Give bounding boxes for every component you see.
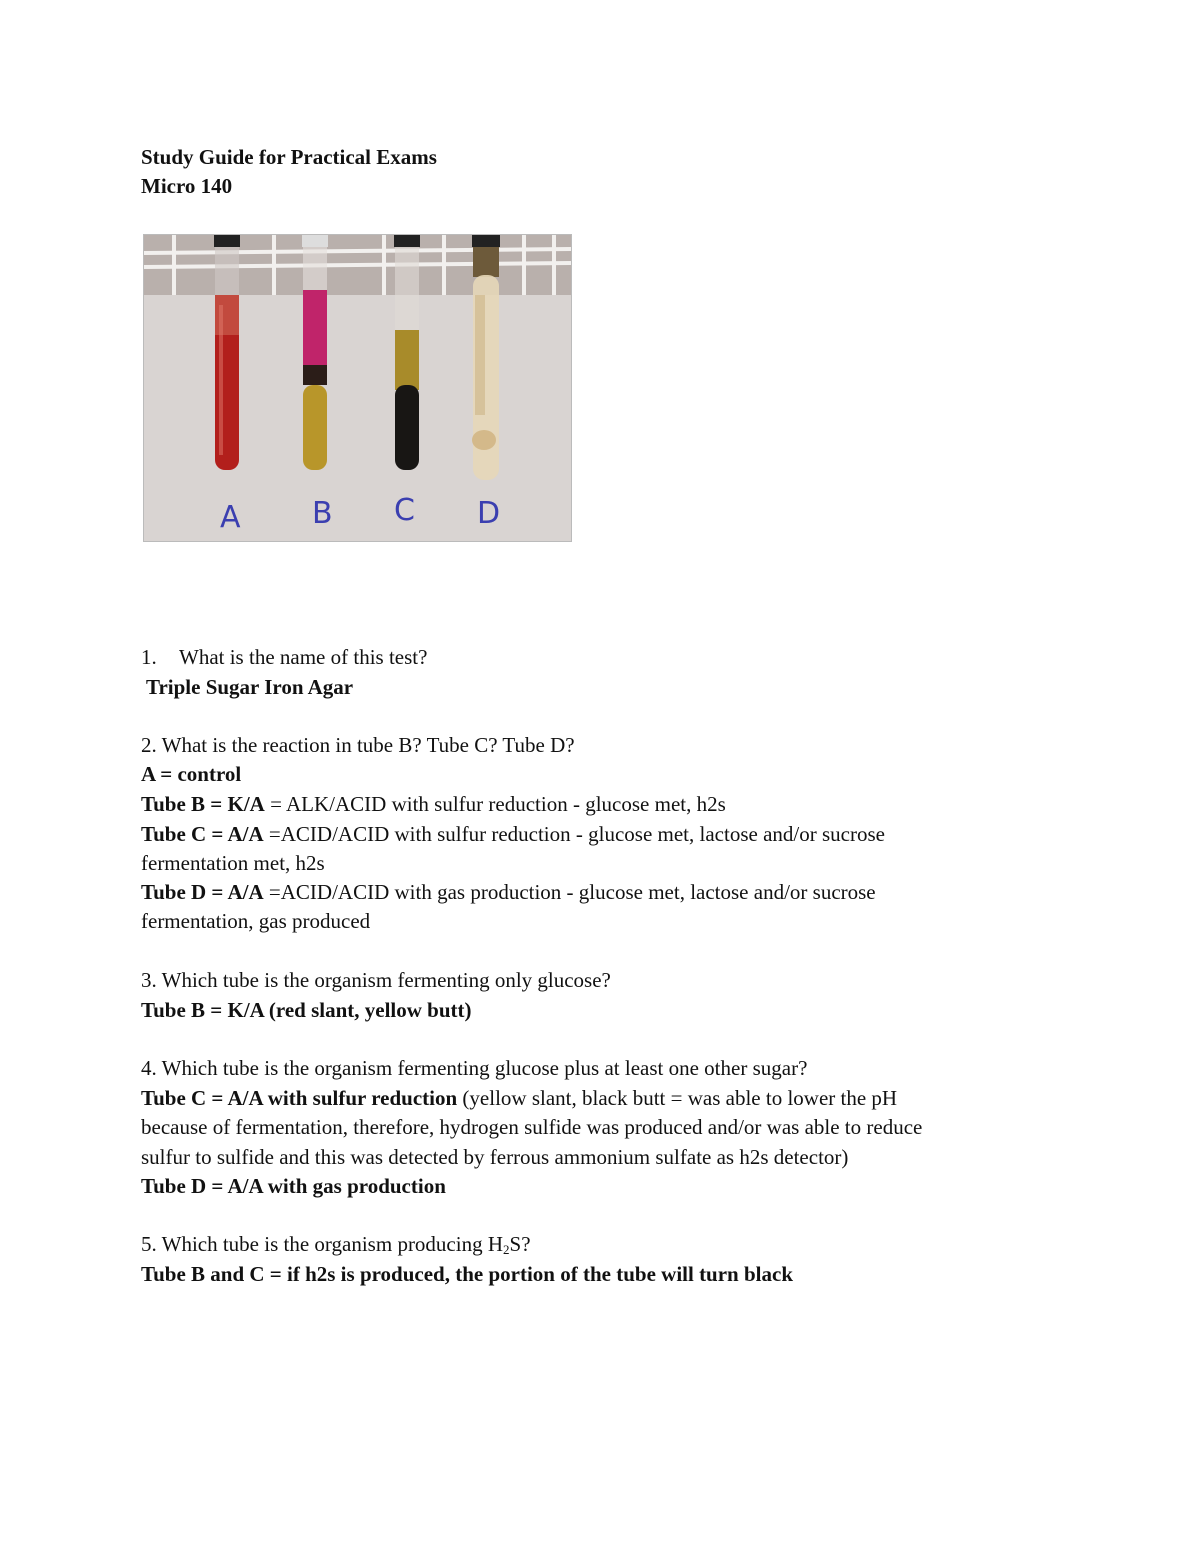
tube-label-a: A <box>220 500 241 535</box>
answer-3: Tube B = K/A (red slant, yellow butt) <box>141 998 472 1022</box>
tube-c <box>394 235 420 470</box>
question-2: 2. What is the reaction in tube B? Tube C? Tube D? <box>141 733 575 757</box>
answer-4-line-3: sulfur to sulfide and this was detected by ferrous ammonium sulfate as h2s detector) <box>141 1145 849 1169</box>
answer-1: Triple Sugar Iron Agar <box>146 675 354 699</box>
answer-2-tube-c-text: =ACID/ACID with sulfur reduction - glucose met, lactose and/or sucrose <box>263 822 885 846</box>
answer-2-tube-b-label: Tube B = K/A <box>141 792 265 816</box>
answer-4-tube-c <box>141 1086 897 1111</box>
tube-a <box>214 235 240 470</box>
tubes-illustration <box>144 235 571 541</box>
tube-label-b: B <box>312 496 333 531</box>
document-title: Study Guide for Practical Exams <box>141 145 437 169</box>
question-1-text: What is the name of this test? <box>179 645 428 669</box>
question-1 <box>141 645 427 670</box>
answer-2-tube-d-label: Tube D = A/A <box>141 880 264 904</box>
question-5-text: 5. Which tube is the organism producing H <box>141 1232 504 1256</box>
question-3: 3. Which tube is the organism fermenting only glucose? <box>141 968 611 992</box>
answer-2-control: A = control <box>141 762 242 786</box>
answer-2-tube-d-text: =ACID/ACID with gas production - glucose met, lactose and/or sucrose <box>263 880 876 904</box>
answer-5: Tube B and C = if h2s is produced, the portion of the tube will turn black <box>141 1262 794 1286</box>
course-name: Micro 140 <box>141 174 233 198</box>
answer-2-tube-c <box>141 822 885 847</box>
answer-2-tube-d <box>141 880 876 905</box>
tube-b <box>302 235 328 470</box>
answer-2-tube-d-cont: fermentation, gas produced <box>141 909 371 933</box>
tube-d <box>472 235 500 480</box>
question-5-text-end: S? <box>509 1232 531 1256</box>
answer-2-tube-c-cont: fermentation met, h2s <box>141 851 325 875</box>
answer-4-tube-d: Tube D = A/A with gas production <box>141 1174 446 1198</box>
tsi-tubes-photo <box>143 234 572 542</box>
answer-2-tube-b <box>141 792 726 817</box>
answer-4-line-2: because of fermentation, therefore, hydrogen sulfide was produced and/or was able to reduce <box>141 1115 923 1139</box>
tube-label-c: C <box>394 493 415 528</box>
answer-2-tube-b-text: = ALK/ACID with sulfur reduction - glucose met, h2s <box>264 792 726 816</box>
question-4: 4. Which tube is the organism fermenting glucose plus at least one other sugar? <box>141 1056 808 1080</box>
tube-label-d: D <box>477 496 501 531</box>
answer-4-tube-c-label: Tube C = A/A with sulfur reduction <box>141 1086 458 1110</box>
answer-4-tube-c-text: (yellow slant, black butt = was able to lower the pH <box>457 1086 898 1110</box>
answer-2-tube-c-label: Tube C = A/A <box>141 822 264 846</box>
question-5-subscript: 2 <box>503 1242 510 1257</box>
question-5 <box>141 1232 531 1258</box>
question-1-number: 1. <box>141 645 157 669</box>
